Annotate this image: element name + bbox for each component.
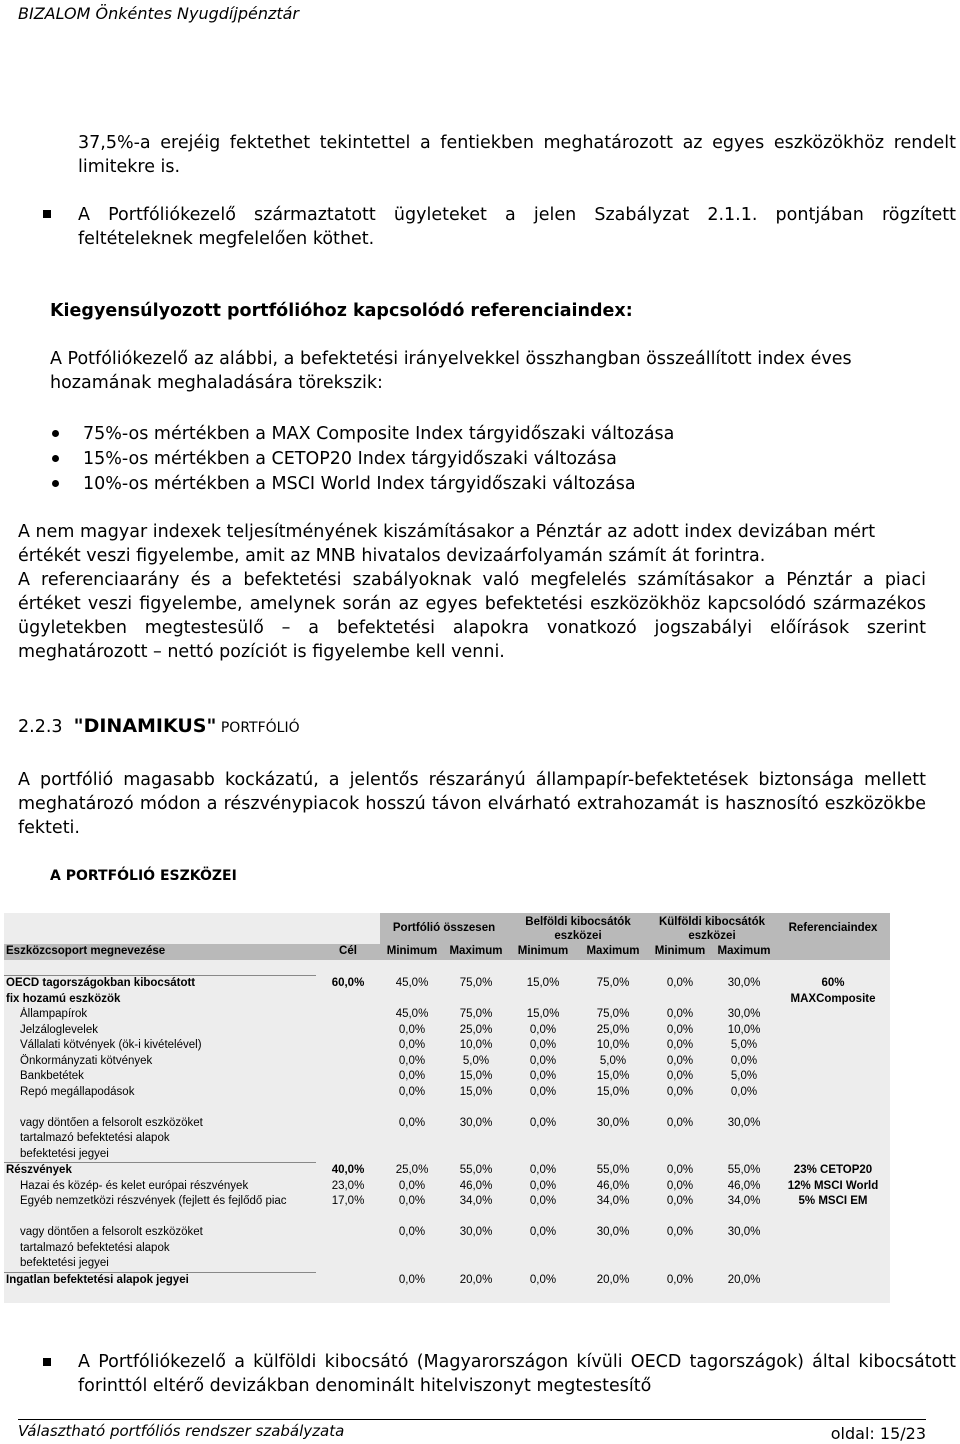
table-cell: 0,0%: [398, 1195, 426, 1208]
paragraph-limit: 37,5%-a erejéig fektethet tekintettel a fentiekben meghatározott az egyes eszközökhöz rendelt limitekre is.: [78, 133, 956, 177]
table-cell: 10,0%: [459, 1039, 493, 1052]
paragraph-reference-goal: A Potfóliókezelő az alábbi, a befektetési irányelvekkel összhangban összeállított index éves hozamának meghaladására törekszik:: [50, 349, 852, 393]
table-cell: [316, 1085, 380, 1101]
table-cell: 40,0%: [331, 1164, 365, 1176]
column-header: Minimum: [380, 944, 444, 960]
table-cell: 30,0%: [596, 1116, 630, 1129]
group-header-domestic: Belföldi kibocsátók eszközei: [508, 913, 648, 944]
table-cell: 5,0%: [599, 1054, 627, 1067]
table-cell: [508, 1210, 578, 1226]
table-cell: 75,0%: [596, 1008, 630, 1021]
table-cell: 30,0%: [459, 1116, 493, 1129]
table-cell: 0,0%: [398, 1054, 426, 1067]
list-item: 75%-os mértékben a MAX Composite Index tárgyidőszaki változása: [83, 424, 675, 444]
table-cell: [578, 992, 648, 1008]
reference-cell: [776, 1272, 890, 1288]
reference-cell: MAXComposite: [790, 992, 876, 1005]
table-cell: 0,0%: [398, 1179, 426, 1192]
table-cell: 15,0%: [526, 977, 560, 989]
row-label: [4, 1100, 316, 1116]
table-cell: 0,0%: [529, 1023, 557, 1036]
table-row: [4, 1054, 890, 1070]
table-cell: 0,0%: [666, 1085, 694, 1098]
reference-cell: [776, 1225, 890, 1241]
table-cell: 34,0%: [596, 1195, 630, 1208]
reference-cell: [776, 1085, 890, 1101]
table-cell: 15,0%: [596, 1070, 630, 1083]
table-cell: 0,0%: [398, 1023, 426, 1036]
assets-subheading: A PORTFÓLIÓ ESZKÖZEI: [50, 868, 237, 884]
table-cell: [648, 1147, 712, 1163]
reference-cell: [776, 1100, 890, 1116]
table-cell: [444, 1256, 508, 1272]
table-cell: [316, 1023, 380, 1039]
table-cell: [316, 1225, 380, 1241]
column-header: Maximum: [578, 944, 648, 960]
table-cell: [578, 1100, 648, 1116]
table-cell: 17,0%: [331, 1195, 365, 1208]
table-cell: [316, 1256, 380, 1272]
table-cell: 0,0%: [730, 1085, 758, 1098]
table-cell: 0,0%: [666, 1195, 694, 1208]
table-cell: [508, 1131, 578, 1147]
reference-cell: [776, 1007, 890, 1023]
table-cell: [380, 1210, 444, 1226]
table-cell: [316, 1038, 380, 1054]
table-cell: [380, 1131, 444, 1147]
table-cell: 55,0%: [459, 1164, 493, 1176]
square-bullet-icon: [43, 1358, 51, 1366]
table-cell: [380, 1256, 444, 1272]
reference-cell: [776, 1131, 890, 1147]
row-label: Önkormányzati kötvények: [20, 1054, 153, 1067]
section-title: [18, 714, 300, 740]
table-cell: 25,0%: [395, 1164, 429, 1176]
table-cell: 15,0%: [596, 1085, 630, 1098]
table-cell: [508, 1147, 578, 1163]
table-cell: 0,0%: [529, 1116, 557, 1129]
table-cell: [578, 1147, 648, 1163]
table-cell: [648, 1131, 712, 1147]
table-cell: 46,0%: [727, 1179, 761, 1192]
table-cell: [578, 1210, 648, 1226]
table-row: [4, 1007, 890, 1023]
table-cell: 75,0%: [596, 977, 630, 989]
table-cell: 15,0%: [526, 1008, 560, 1021]
table-cell: [508, 1100, 578, 1116]
table-cell: 10,0%: [596, 1039, 630, 1052]
table-row: [4, 1256, 890, 1272]
table-cell: [444, 1147, 508, 1163]
column-header: Maximum: [444, 944, 508, 960]
column-header: Minimum: [508, 944, 578, 960]
table-cell: 0,0%: [529, 1039, 557, 1052]
table-cell: 0,0%: [666, 1179, 694, 1192]
row-label: Bankbetétek: [20, 1070, 84, 1083]
table-cell: 60,0%: [331, 977, 365, 989]
table-row: [4, 1163, 890, 1179]
table-cell: 30,0%: [727, 1226, 761, 1239]
table-cell: 0,0%: [529, 1179, 557, 1192]
list-item: 15%-os mértékben a CETOP20 Index tárgyidőszaki változása: [83, 449, 617, 469]
paragraph-dynamic: A portfólió magasabb kockázatú, a jelentős részarányú állampapír-befektetések biztonsága mellett meghatározó módon a részvénypiacok hosszú távon elvárható extrahozamát is hasznosító eszközökbe fekteti.: [18, 770, 926, 838]
bullet-derivatives: A Portfóliókezelő származtatott ügyleteket a jelen Szabályzat 2.1.1. pontjában rögzített feltételeknek megfelelően köthet.: [78, 205, 956, 249]
table-cell: 30,0%: [727, 1116, 761, 1129]
reference-cell: 23% CETOP20: [793, 1164, 873, 1176]
table-cell: [712, 1147, 776, 1163]
table-cell: [444, 1131, 508, 1147]
table-cell: 0,0%: [398, 1273, 426, 1286]
row-label: Egyéb nemzetközi részvények (fejlett és fejlődő piac: [20, 1195, 287, 1208]
table-row: [4, 1179, 890, 1195]
table-cell: [380, 1147, 444, 1163]
table-cell: [578, 1131, 648, 1147]
table-cell: [316, 1054, 380, 1070]
reference-cell: [776, 1241, 890, 1257]
table-row: [4, 1241, 890, 1257]
row-label: befektetési jegyei: [20, 1257, 109, 1270]
table-cell: 0,0%: [666, 1054, 694, 1067]
table-cell: 55,0%: [596, 1164, 630, 1176]
group-header-reference: Referenciaindex: [776, 913, 890, 944]
reference-cell: [776, 1038, 890, 1054]
table-row: [4, 1272, 890, 1288]
table-cell: [712, 1100, 776, 1116]
table-cell: 0,0%: [666, 1023, 694, 1036]
table-cell: [316, 1069, 380, 1085]
paragraph-foreign-index: A nem magyar indexek teljesítményének kiszámításakor a Pénztár az adott index devizában mért értékét veszi figyelembe, amit az MNB hivatalos devizaárfolyamán számít át forintra.: [18, 522, 876, 566]
row-label: Vállalati kötvények (ök-i kivételével): [20, 1039, 202, 1052]
column-header: Eszközcsoport megnevezése: [4, 944, 316, 960]
table-row: [4, 1023, 890, 1039]
reference-cell: [776, 1256, 890, 1272]
row-label: Részvények: [4, 1163, 316, 1179]
table-cell: [648, 992, 712, 1008]
asset-allocation-table: [4, 913, 890, 1303]
section-title-main: "DINAMIKUS": [73, 715, 217, 737]
table-cell: 0,0%: [730, 1054, 758, 1067]
table-row: [4, 1116, 890, 1132]
table-cell: 30,0%: [727, 977, 761, 989]
table-cell: 0,0%: [666, 1039, 694, 1052]
list-item: 10%-os mértékben a MSCI World Index tárgyidőszaki változása: [83, 474, 636, 494]
table-cell: [712, 992, 776, 1008]
table-cell: [316, 992, 380, 1008]
table-cell: 34,0%: [727, 1195, 761, 1208]
table-cell: [316, 1210, 380, 1226]
table-cell: [712, 1241, 776, 1257]
table-cell: 0,0%: [398, 1085, 426, 1098]
table-row: [4, 1210, 890, 1226]
table-cell: 55,0%: [727, 1164, 761, 1176]
table-cell: 75,0%: [459, 1008, 493, 1021]
column-header: Maximum: [712, 944, 776, 960]
table-cell: 20,0%: [596, 1273, 630, 1286]
table-row: [4, 1069, 890, 1085]
table-cell: [508, 1241, 578, 1257]
row-label: befektetési jegyei: [20, 1147, 109, 1160]
table-cell: [316, 1116, 380, 1132]
table-cell: 0,0%: [529, 1070, 557, 1083]
row-label: OECD tagországokban kibocsátott: [4, 976, 316, 992]
reference-cell: [776, 1069, 890, 1085]
table-cell: 0,0%: [666, 977, 694, 989]
table-cell: [508, 992, 578, 1008]
table-cell: 0,0%: [398, 1116, 426, 1129]
reference-cell: [776, 1147, 890, 1163]
table-cell: 34,0%: [459, 1195, 493, 1208]
table-cell: 5,0%: [730, 1039, 758, 1052]
reference-cell: [776, 1054, 890, 1070]
table-row: [4, 976, 890, 992]
bullet-dot-icon: [52, 430, 59, 437]
table-cell: 46,0%: [459, 1179, 493, 1192]
table-cell: [648, 1241, 712, 1257]
row-label: tartalmazó befektetési alapok: [20, 1132, 170, 1145]
table-cell: 10,0%: [727, 1023, 761, 1036]
table-cell: 45,0%: [395, 977, 429, 989]
table-cell: [508, 1256, 578, 1272]
reference-index-heading: Kiegyensúlyozott portfólióhoz kapcsolódó referenciaindex:: [50, 301, 633, 321]
row-label: Repó megállapodások: [20, 1085, 135, 1098]
table-cell: 0,0%: [666, 1116, 694, 1129]
table-cell: [444, 1210, 508, 1226]
row-label: Állampapírok: [20, 1008, 88, 1021]
table-cell: [316, 1100, 380, 1116]
bullet-dot-icon: [52, 480, 59, 487]
table-cell: 0,0%: [529, 1164, 557, 1176]
row-label: [4, 1210, 316, 1226]
bullet-foreign-issuer: A Portfóliókezelő a külföldi kibocsátó (Magyarországon kívüli OECD tagországok) által kibocsátott forinttól eltérő devizákban denominált hitelviszonyt megtestesítő: [78, 1352, 956, 1396]
table-cell: 0,0%: [666, 1226, 694, 1239]
section-number: 2.2.3: [18, 717, 63, 737]
table-cell: 0,0%: [529, 1085, 557, 1098]
table-cell: 0,0%: [529, 1226, 557, 1239]
row-label: fix hozamú eszközök: [6, 992, 121, 1005]
table-cell: 23,0%: [331, 1179, 365, 1192]
table-row: [4, 1131, 890, 1147]
table-cell: [380, 1241, 444, 1257]
document-header: BIZALOM Önkéntes Nyugdíjpénztár: [18, 4, 300, 23]
table-row: [4, 1147, 890, 1163]
document-footer: [18, 1419, 926, 1444]
column-header: Minimum: [648, 944, 712, 960]
table-cell: [712, 1210, 776, 1226]
table-row: [4, 1194, 890, 1210]
table-cell: 5,0%: [462, 1054, 490, 1067]
table-cell: 20,0%: [459, 1273, 493, 1286]
section-title-suffix: PORTFÓLIÓ: [216, 720, 300, 736]
table-cell: [380, 992, 444, 1008]
reference-cell: [776, 1210, 890, 1226]
row-label: Hazai és közép- és kelet európai részvények: [20, 1179, 249, 1192]
group-header-foreign: Külföldi kibocsátók eszközei: [648, 913, 776, 944]
table-cell: 75,0%: [459, 977, 493, 989]
table-cell: 0,0%: [666, 1008, 694, 1021]
reference-cell: 5% MSCI EM: [798, 1195, 868, 1208]
footer-title: Választható portfóliós rendszer szabályzata: [18, 1422, 345, 1440]
row-label: Ingatlan befektetési alapok jegyei: [4, 1272, 316, 1288]
page-number: oldal: 15/23: [830, 1424, 926, 1443]
table-cell: [316, 1241, 380, 1257]
table-cell: 30,0%: [727, 1008, 761, 1021]
table-cell: 25,0%: [459, 1023, 493, 1036]
table-cell: [648, 1210, 712, 1226]
table-cell: [648, 1256, 712, 1272]
table-cell: [648, 1100, 712, 1116]
table-cell: 20,0%: [727, 1273, 761, 1286]
row-label: vagy döntően a felsorolt eszközöket: [20, 1116, 203, 1129]
reference-cell: [776, 1116, 890, 1132]
table-cell: 0,0%: [529, 1195, 557, 1208]
table-row: [4, 1038, 890, 1054]
bullet-dot-icon: [52, 455, 59, 462]
table-cell: [444, 1241, 508, 1257]
table-row: [4, 992, 890, 1008]
group-header-total: Portfólió összesen: [380, 913, 508, 944]
table-cell: 0,0%: [666, 1273, 694, 1286]
table-cell: 0,0%: [398, 1070, 426, 1083]
table-cell: [712, 1256, 776, 1272]
table-cell: 5,0%: [730, 1070, 758, 1083]
table-cell: 30,0%: [596, 1226, 630, 1239]
table-cell: [316, 1007, 380, 1023]
square-bullet-icon: [43, 210, 51, 218]
table-cell: [578, 1241, 648, 1257]
table-row: [4, 1100, 890, 1116]
table-cell: 0,0%: [666, 1164, 694, 1176]
reference-cell: 12% MSCI World: [787, 1179, 879, 1192]
row-label: Jelzáloglevelek: [20, 1023, 98, 1036]
row-label: tartalmazó befektetési alapok: [20, 1241, 170, 1254]
row-label: vagy döntően a felsorolt eszközöket: [20, 1226, 203, 1239]
table-cell: 0,0%: [398, 1039, 426, 1052]
table-cell: 0,0%: [529, 1054, 557, 1067]
reference-cell: 60%: [821, 977, 845, 989]
table-cell: 25,0%: [596, 1023, 630, 1036]
table-cell: 30,0%: [459, 1226, 493, 1239]
table-cell: [316, 1272, 380, 1288]
table-cell: [578, 1256, 648, 1272]
column-header: Cél: [316, 944, 380, 960]
table-cell: 0,0%: [529, 1273, 557, 1286]
table-cell: 15,0%: [459, 1085, 493, 1098]
table-row: [4, 1225, 890, 1241]
table-cell: [316, 1131, 380, 1147]
table-cell: [316, 1147, 380, 1163]
table-cell: 0,0%: [666, 1070, 694, 1083]
table-cell: [712, 1131, 776, 1147]
table-cell: 0,0%: [398, 1226, 426, 1239]
table-cell: [380, 1100, 444, 1116]
table-cell: 15,0%: [459, 1070, 493, 1083]
table-cell: 45,0%: [395, 1008, 429, 1021]
paragraph-market-value: A referenciaarány és a befektetési szabályoknak való megfelelés számításakor a Pénztár a piaci értéket veszi figyelembe, amelynek során az egyes befektetési eszközökhöz kapcsolódó származékos ügyletekben megtestesülő – a befektetési alapokra vonatkozó jogszabályi előírások szerint meghatározott – nettó pozíciót is figyelembe kell venni.: [18, 570, 926, 662]
table-row: [4, 1085, 890, 1101]
table-cell: 46,0%: [596, 1179, 630, 1192]
table-cell: [444, 992, 508, 1008]
reference-cell: [776, 1023, 890, 1039]
table-cell: [444, 1100, 508, 1116]
